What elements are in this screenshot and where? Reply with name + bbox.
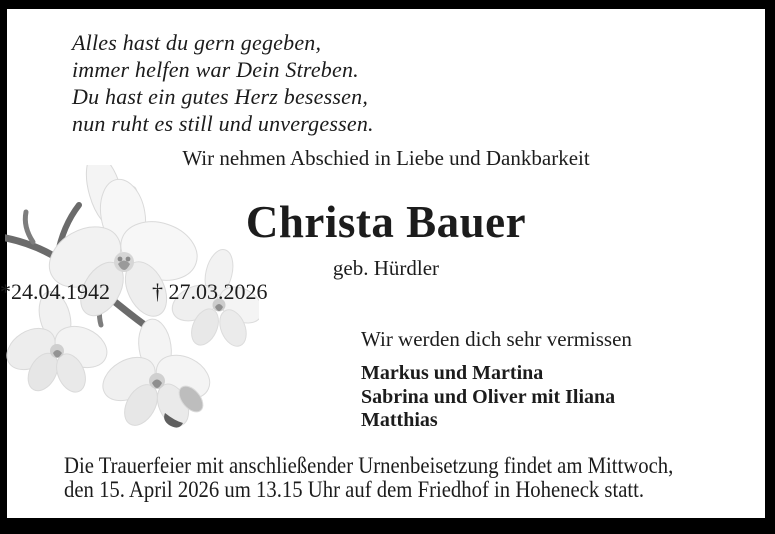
funeral-info [64, 454, 673, 502]
farewell-line: Wir nehmen Abschied in Liebe und Dankbarkeit [182, 146, 590, 170]
funeral-line: den 15. April 2026 um 13.15 Uhr auf dem Friedhof in Hoheneck statt. [64, 477, 645, 502]
death-date: † 27.03.2026 [152, 279, 268, 304]
maiden-name: geb. Hürdler [332, 256, 440, 280]
life-dates [0, 279, 268, 305]
funeral-line: Die Trauerfeier mit anschließender Urnenbeisetzung findet am Mittwoch, [64, 453, 674, 478]
deceased-name: Christa Bauer [245, 197, 527, 247]
poem-line: immer helfen war Dein Streben. [72, 57, 359, 82]
birth-date: *24.04.1942 [0, 279, 110, 304]
mourners-list [361, 362, 615, 433]
missing-line: Wir werden dich sehr vermissen [361, 327, 632, 351]
memorial-poem [72, 29, 374, 137]
mourner-line: Matthias [361, 409, 438, 431]
poem-line: nun ruht es still und unvergessen. [72, 111, 374, 136]
poem-line: Du hast ein gutes Herz besessen, [72, 84, 369, 109]
mourner-line: Markus und Martina [361, 362, 544, 384]
poem-line: Alles hast du gern gegeben, [72, 30, 322, 55]
mourner-line: Sabrina und Oliver mit Iliana [361, 385, 616, 408]
